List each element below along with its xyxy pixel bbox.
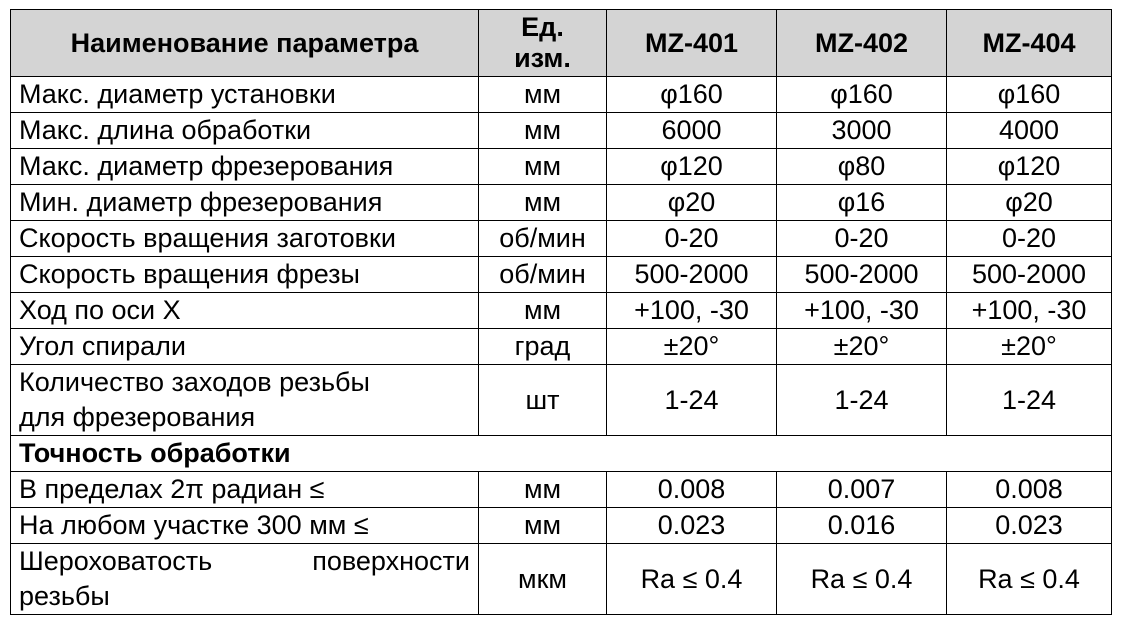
row-name: Макс. диаметр фрезерования: [11, 149, 479, 185]
row-value-2: 0.016: [777, 508, 947, 544]
table-row-threads: [11, 365, 1112, 436]
header-model-1: MZ-401: [607, 10, 777, 77]
row-name: Угол спирали: [11, 329, 479, 365]
section-row: [11, 436, 1112, 472]
row-value-1: 500-2000: [607, 257, 777, 293]
row-value-3: +100, -30: [947, 293, 1112, 329]
row-name: Мин. диаметр фрезерования: [11, 185, 479, 221]
row-value-3: φ120: [947, 149, 1112, 185]
table-row: [11, 508, 1112, 544]
roughness-name: [11, 544, 479, 615]
row-value-2: 0.007: [777, 472, 947, 508]
row-value-2: 1-24: [777, 365, 947, 436]
header-unit: [479, 10, 607, 77]
row-value-1: 1-24: [607, 365, 777, 436]
table-row: [11, 293, 1112, 329]
row-value-3: φ160: [947, 77, 1112, 113]
header-model-3: MZ-404: [947, 10, 1112, 77]
row-value-2: ±20°: [777, 329, 947, 365]
table-row: [11, 329, 1112, 365]
row-value-1: φ160: [607, 77, 777, 113]
row-value-3: 0.008: [947, 472, 1112, 508]
header-model-2: MZ-402: [777, 10, 947, 77]
row-value-3: 500-2000: [947, 257, 1112, 293]
row-unit: об/мин: [479, 221, 607, 257]
row-name: Макс. длина обработки: [11, 113, 479, 149]
row-name: Ход по оси X: [11, 293, 479, 329]
header-row: [11, 10, 1112, 77]
row-value-3: 0.023: [947, 508, 1112, 544]
row-value-3: 0-20: [947, 221, 1112, 257]
table-row: [11, 149, 1112, 185]
table-row: [11, 185, 1112, 221]
threads-name-line2: для фрезерования: [19, 402, 256, 432]
table-row-roughness: [11, 544, 1112, 615]
row-value-3: ±20°: [947, 329, 1112, 365]
row-value-1: 0-20: [607, 221, 777, 257]
row-unit: мкм: [479, 544, 607, 615]
threads-name-line1: Количество заходов резьбы: [19, 367, 370, 397]
section-title: Точность обработки: [11, 436, 1112, 472]
row-value-1: φ120: [607, 149, 777, 185]
row-unit: мм: [479, 185, 607, 221]
header-param: Наименование параметра: [11, 10, 479, 77]
row-unit: мм: [479, 508, 607, 544]
table-row: [11, 221, 1112, 257]
row-value-2: φ16: [777, 185, 947, 221]
header-unit-line2: изм.: [514, 43, 571, 73]
row-value-2: 0-20: [777, 221, 947, 257]
row-unit: мм: [479, 77, 607, 113]
spec-table: [10, 9, 1112, 615]
row-value-1: 0.023: [607, 508, 777, 544]
table-row: [11, 257, 1112, 293]
row-unit: мм: [479, 113, 607, 149]
table-row: [11, 77, 1112, 113]
roughness-name-line2: резьбы: [19, 581, 110, 611]
row-unit: мм: [479, 472, 607, 508]
row-value-1: 6000: [607, 113, 777, 149]
row-unit: мм: [479, 149, 607, 185]
roughness-word: Шероховатость: [19, 546, 213, 576]
row-name: На любом участке 300 мм ≤: [11, 508, 479, 544]
row-name: Скорость вращения фрезы: [11, 257, 479, 293]
row-value-2: φ80: [777, 149, 947, 185]
row-value-3: φ20: [947, 185, 1112, 221]
row-unit: мм: [479, 293, 607, 329]
row-value-1: +100, -30: [607, 293, 777, 329]
row-value-1: φ20: [607, 185, 777, 221]
row-unit: об/мин: [479, 257, 607, 293]
row-value-2: 3000: [777, 113, 947, 149]
threads-name: [11, 365, 479, 436]
row-value-1: 0.008: [607, 472, 777, 508]
row-unit: град: [479, 329, 607, 365]
row-name: Макс. диаметр установки: [11, 77, 479, 113]
row-value-2: +100, -30: [777, 293, 947, 329]
row-name: В пределах 2π радиан ≤: [11, 472, 479, 508]
table-row: [11, 472, 1112, 508]
header-unit-line1: Ед.: [521, 12, 564, 42]
row-value-2: φ160: [777, 77, 947, 113]
row-value-1: Ra ≤ 0.4: [607, 544, 777, 615]
row-value-3: 1-24: [947, 365, 1112, 436]
row-name: Скорость вращения заготовки: [11, 221, 479, 257]
row-value-3: 4000: [947, 113, 1112, 149]
row-value-1: ±20°: [607, 329, 777, 365]
roughness-word: поверхности: [312, 546, 470, 576]
row-unit: шт: [479, 365, 607, 436]
table-row: [11, 113, 1112, 149]
row-value-3: Ra ≤ 0.4: [947, 544, 1112, 615]
row-value-2: Ra ≤ 0.4: [777, 544, 947, 615]
row-value-2: 500-2000: [777, 257, 947, 293]
roughness-name-line1: [19, 544, 470, 579]
